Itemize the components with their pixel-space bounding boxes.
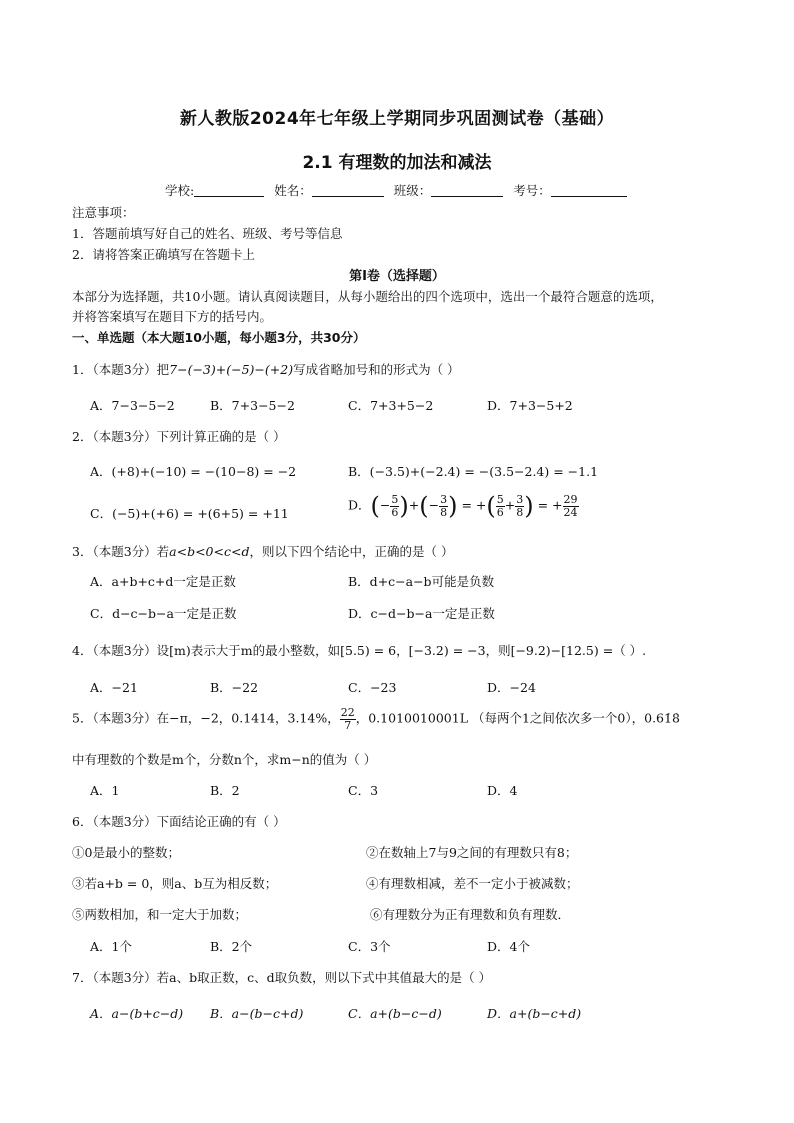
q7-option-d: D．a+(b−c+d) [487, 1006, 582, 1021]
q3-prefix: 3．（本题3分）若 [72, 544, 170, 559]
paren-open: ( [419, 492, 429, 521]
frac-den: 7 [344, 718, 352, 732]
notice-item-1: 1．答题前填写好自己的姓名、班级、考号等信息 [72, 226, 343, 241]
q6-option-b: B．2个 [210, 939, 253, 954]
q1-suffix: 写成省略加号和的形式为（ ） [293, 362, 460, 377]
frac-num: 5 [496, 493, 504, 506]
q2-d-label: D． [348, 497, 371, 513]
paren-open: ( [486, 492, 496, 521]
frac-num: 29 [563, 493, 578, 506]
frac-num: 22 [340, 706, 355, 719]
q2-d-fraction-4 [515, 494, 524, 518]
q6-option-a: A．1个 [90, 939, 132, 954]
q3-option-b: B．d+c−a−b可能是负数 [348, 574, 495, 589]
exam-no-label: 考号： [513, 183, 551, 198]
question-7-stem: 7．（本题3分）若a、b取正数，c、d取负数，则以下式中其值最大的是（ ） [72, 970, 492, 985]
section-title: 一、单选题（本大题10小题，每小题3分，共30分） [72, 330, 366, 345]
q1-option-c: C．7+3+5−2 [348, 398, 434, 413]
q6-statement-2: ②在数轴上7与9之间的有理数只有8； [366, 845, 578, 860]
student-info-row [165, 181, 633, 199]
q2-d-fraction-2 [439, 494, 448, 518]
q6-option-c: C．3个 [348, 939, 391, 954]
q1-option-a: A．7−3−5−2 [90, 398, 175, 413]
q4-option-d: D．−24 [487, 680, 536, 695]
part1-heading: 第I卷（选择题） [349, 269, 445, 284]
exam-title: 新人教版2024年七年级上学期同步巩固测试卷（基础） [179, 109, 615, 129]
q2-option-a: A．(+8)+(−10) = −(10−8) = −2 [90, 464, 297, 479]
q4-option-b: B．−22 [210, 680, 259, 695]
q3-condition: a<b<0<c<d [169, 544, 250, 559]
class-label: 班级： [393, 183, 432, 198]
frac-den: 24 [563, 505, 578, 519]
q5-option-b: B．2 [210, 783, 240, 798]
frac-den: 8 [516, 505, 524, 519]
frac-den: 6 [496, 505, 504, 519]
q6-statement-6: ⑥有理数分为正有理数和负有理数． [370, 907, 571, 922]
q5-suffix: ，0.1010010001L （每两个1之间依次多一个0），0.61̇8̇ [355, 710, 680, 726]
exam-no-blank [551, 184, 627, 197]
q1-prefix: 1．（本题3分）把 [72, 362, 170, 377]
frac-num: 3 [440, 493, 448, 506]
q1-option-d: D．7+3−5+2 [487, 398, 573, 413]
frac-num: 3 [516, 493, 524, 506]
notice-item-2: 2．请将答案正确填写在答题卡上 [72, 247, 255, 262]
q3-option-c: C．d−c−b−a一定是正数 [90, 606, 237, 621]
notice-heading: 注意事项： [72, 205, 135, 220]
paren-open: ( [370, 492, 380, 521]
q6-statement-1: ①0是最小的整数； [72, 845, 180, 860]
paren-close: ) [399, 492, 409, 521]
question-3-stem [72, 542, 453, 560]
q3-option-d: D．c−d−b−a一定是正数 [348, 606, 495, 621]
frac-num: 5 [391, 493, 399, 506]
q6-statement-5: ⑤两数相加，和一定大于加数； [72, 907, 248, 922]
name-blank [312, 184, 384, 197]
q7-option-c: C．a+(b−c−d) [348, 1006, 442, 1021]
school-label: 学校: [165, 183, 195, 198]
q5-fraction [340, 707, 356, 731]
q2-option-b: B．(−3.5)+(−2.4) = −(3.5−2.4) = −1.1 [348, 464, 599, 479]
q2-option-c: C．(−5)+(+6) = +(6+5) = +11 [90, 506, 289, 521]
q3-suffix: ，则以下四个结论中，正确的是（ ） [249, 544, 454, 559]
paren-close: ) [524, 492, 534, 521]
question-5-stem [72, 707, 680, 731]
q3-option-a: A．a+b+c+d一定是正数 [90, 574, 236, 589]
q2-d-fraction-3 [496, 494, 505, 518]
paren-close: ) [448, 492, 458, 521]
q5-option-a: A．1 [90, 783, 120, 798]
q5-option-c: C．3 [348, 783, 379, 798]
q2-option-d: D．(− $\frac{5}{6}$ )+(− $\frac{3}{8}$ ) = +( $\frac{5}{6}$ + $\frac{3}{8}$ ) = + $\frac{29}{24}$ [348, 492, 578, 521]
exam-subtitle: 2.1 有理数的加法和减法 [302, 153, 492, 173]
q6-statement-3: ③若a+b = 0，则a、b互为相反数； [72, 876, 278, 891]
q4-option-c: C．−23 [348, 680, 397, 695]
q1-option-b: B．7+3−5−2 [210, 398, 295, 413]
q2-d-fraction-5 [563, 494, 579, 518]
frac-den: 8 [440, 505, 448, 519]
part1-intro-line2: 并将答案填写在题目下方的括号内。 [72, 309, 273, 324]
question-5-line2: 中有理数的个数是m个，分数n个，求m−n的值为（ ） [72, 752, 377, 767]
q7-option-b: B．a−(b−c+d) [210, 1006, 304, 1021]
question-4-stem: 4．（本题3分）设[m)表示大于m的最小整数，如[5.5) = 6，[−3.2) = −3，则[−9.2)−[12.5) =（ ）. [72, 643, 647, 658]
school-blank [194, 184, 264, 197]
q6-option-d: D．4个 [487, 939, 530, 954]
q5-option-d: D．4 [487, 783, 518, 798]
frac-den: 6 [391, 505, 399, 519]
question-2-stem: 2．（本题3分）下列计算正确的是（ ） [72, 429, 286, 444]
part1-intro-line1: 本部分为选择题，共10小题。请认真阅读题目，从每小题给出的四个选项中，选出一个最符合题意的选项， [72, 289, 663, 304]
question-1-stem [72, 360, 460, 378]
q6-statement-4: ④有理数相减，差不一定小于被减数； [366, 876, 579, 891]
q5-prefix: 5．（本题3分）在−π，−2，0.1414，3.14%， [72, 710, 340, 726]
q7-option-a: A．a−(b+c−d) [90, 1006, 184, 1021]
q4-option-a: A．−21 [90, 680, 138, 695]
class-blank [431, 184, 503, 197]
name-label: 姓名： [274, 183, 312, 198]
question-6-stem: 6．（本题3分）下面结论正确的有（ ） [72, 814, 286, 829]
q1-expression: 7−(−3)+(−5)−(+2) [169, 362, 294, 377]
